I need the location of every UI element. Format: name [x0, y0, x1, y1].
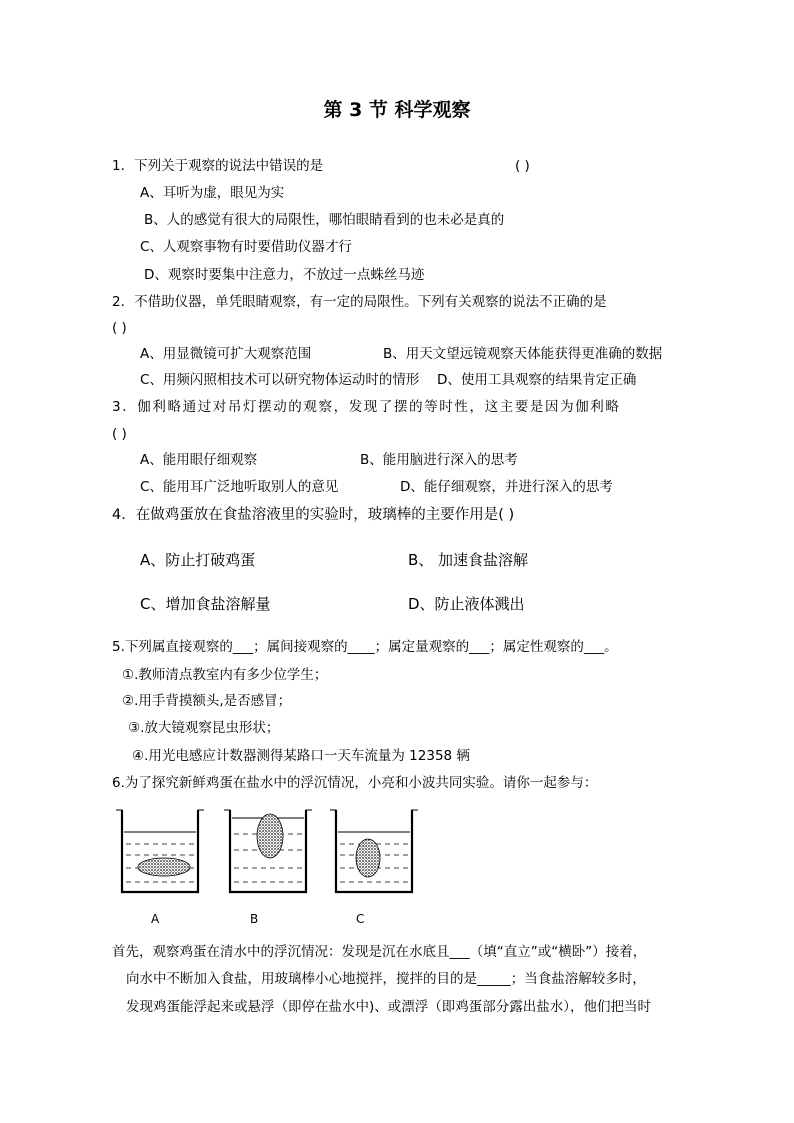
q4-option-a: A、防止打破鸡蛋 — [140, 551, 256, 569]
q1-option-d: D、观察时要集中注意力，不放过一点蛛丝马迹 — [144, 267, 425, 283]
q3-option-b: B、能用脑进行深入的思考 — [360, 452, 518, 468]
q4-option-d: D、防止液体溅出 — [408, 595, 525, 613]
q1-answer-paren: ( ) — [515, 158, 530, 174]
q5-item-1: ①.教师清点教室内有多少位学生； — [122, 667, 328, 683]
beaker-b — [224, 810, 312, 892]
q3-option-a: A、能用眼仔细观察 — [140, 452, 258, 468]
egg-suspended — [356, 839, 380, 877]
q5-item-2: ②.用手背摸额头,是否感冒； — [122, 693, 292, 709]
beaker-a — [116, 810, 204, 892]
q5-item-4: ④.用光电感应计数器测得某路口一天车流量为 12358 辆 — [132, 748, 470, 764]
q2-option-c: C、用频闪照相技术可以研究物体运动时的情形 — [140, 372, 420, 388]
q1-stem: 1．下列关于观察的说法中错误的是 — [112, 158, 324, 174]
q2-answer-paren: ( ) — [112, 320, 127, 336]
egg-lying — [138, 858, 190, 876]
q2-option-a: A、用显微镜可扩大观察范围 — [140, 346, 312, 362]
q6-line-2: 向水中不断加入食盐，用玻璃棒小心地搅拌，搅拌的目的是_____；当食盐溶解较多时， — [126, 971, 646, 987]
beaker-c — [330, 810, 418, 892]
q4-stem: 4．在做鸡蛋放在食盐溶液里的实验时，玻璃棒的主要作用是( ) — [112, 507, 515, 523]
q5-item-3: ③.放大镜观察昆虫形状； — [128, 720, 280, 736]
q6-stem: 6.为了探究新鲜鸡蛋在盐水中的浮沉情况，小亮和小波共同实验。请你一起参与： — [112, 775, 598, 791]
q2-stem: 2．不借助仪器，单凭眼睛观察，有一定的局限性。下列有关观察的说法不正确的是 — [112, 294, 607, 310]
q3-answer-paren: ( ) — [112, 426, 127, 442]
q2-option-b: B、用天文望远镜观察天体能获得更准确的数据 — [383, 346, 663, 362]
figure-label-a: A — [151, 912, 160, 926]
figure-label-c: C — [356, 912, 365, 926]
q3-option-d: D、能仔细观察，并进行深入的思考 — [400, 479, 613, 495]
q4-option-c: C、增加食盐溶解量 — [140, 595, 271, 613]
q4-option-b: B、 加速食盐溶解 — [408, 551, 529, 569]
q3-stem: 3．伽利略通过对吊灯摆动的观察，发现了摆的等时性，这主要是因为伽利略 — [112, 399, 621, 415]
q5-stem: 5.下列属直接观察的___；属间接观察的____；属定量观察的___；属定性观察的___。 — [112, 639, 618, 655]
egg-floating — [257, 814, 283, 858]
q1-option-c: C、人观察事物有时要借助仪器才行 — [140, 239, 352, 255]
figure-label-b: B — [250, 912, 259, 926]
egg-beakers-figure — [112, 806, 432, 930]
q1-option-a: A、耳听为虚，眼见为实 — [140, 185, 285, 201]
q6-line-3: 发现鸡蛋能浮起来或悬浮（即停在盐水中)、或漂浮（即鸡蛋部分露出盐水），他们把当时 — [126, 999, 652, 1015]
q1-option-b: B、人的感觉有很大的局限性，哪怕眼睛看到的也未必是真的 — [144, 212, 505, 228]
q3-option-c: C、能用耳广泛地听取别人的意见 — [140, 479, 339, 495]
q6-line-1: 首先，观察鸡蛋在清水中的浮沉情况：发现是沉在水底且___（填“直立”或“横卧”）接着， — [112, 944, 647, 960]
page-title: 第 3 节 科学观察 — [323, 99, 471, 121]
q2-option-d: D、使用工具观察的结果肯定正确 — [437, 372, 637, 388]
